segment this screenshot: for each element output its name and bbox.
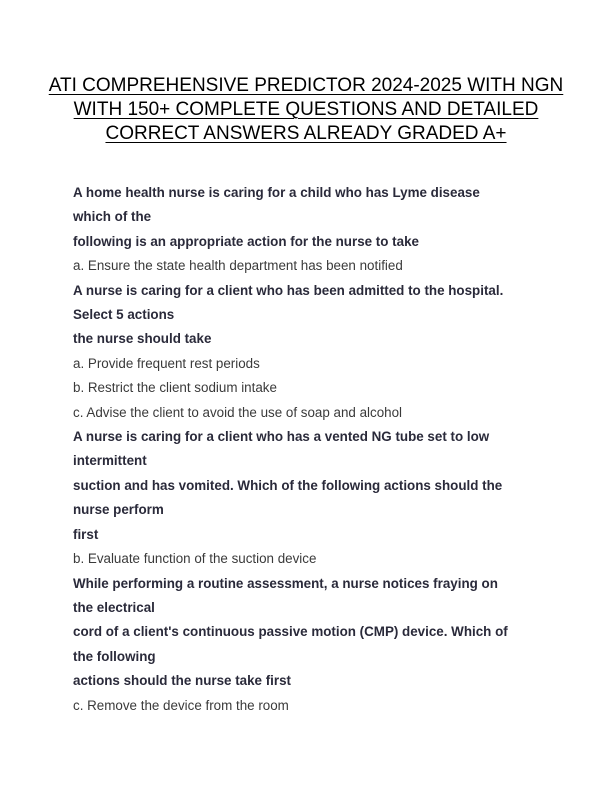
question-text: While performing a routine assessment, a nurse notices fraying on [73, 575, 498, 591]
question-block [73, 279, 563, 425]
question-text: the electrical [73, 599, 155, 615]
question-text: following is an appropriate action for the nurse to take [73, 233, 419, 249]
question-text: intermittent [73, 453, 147, 469]
question-text: A nurse is caring for a client who has a vented NG tube set to low [73, 429, 490, 445]
questions-list [73, 181, 563, 718]
title-line: ATI COMPREHENSIVE PREDICTOR 2024-2025 WITH NGN [48, 75, 564, 96]
question-text: the following [73, 648, 156, 664]
question-text: A nurse is caring for a client who has been admitted to the hospital. [73, 282, 504, 298]
question-text: nurse perform [73, 502, 164, 518]
question-text: suction and has vomited. Which of the following actions should the [73, 477, 503, 493]
question-block [73, 181, 563, 279]
answer-text: b. Restrict the client sodium intake [73, 380, 277, 396]
question-text: the nurse should take [73, 331, 212, 347]
question-block [73, 425, 563, 571]
answer-text: b. Evaluate function of the suction device [73, 551, 317, 567]
document-title [40, 74, 572, 146]
question-text: which of the [73, 209, 152, 225]
question-text: Select 5 actions [73, 307, 175, 323]
title-line: CORRECT ANSWERS ALREADY GRADED A+ [105, 123, 507, 144]
question-text: actions should the nurse take first [73, 673, 292, 689]
answer-text: c. Remove the device from the room [73, 697, 289, 713]
question-text: cord of a client's continuous passive motion (CMP) device. Which of [73, 624, 508, 640]
answer-text: c. Advise the client to avoid the use of soap and alcohol [73, 404, 403, 420]
question-block [73, 572, 563, 718]
question-text: first [73, 526, 99, 542]
title-line: WITH 150+ COMPLETE QUESTIONS AND DETAILED [73, 99, 539, 120]
question-text: A home health nurse is caring for a child who has Lyme disease [73, 185, 480, 200]
answer-text: a. Provide frequent rest periods [73, 355, 260, 371]
answer-text: a. Ensure the state health department has been notified [73, 258, 403, 274]
